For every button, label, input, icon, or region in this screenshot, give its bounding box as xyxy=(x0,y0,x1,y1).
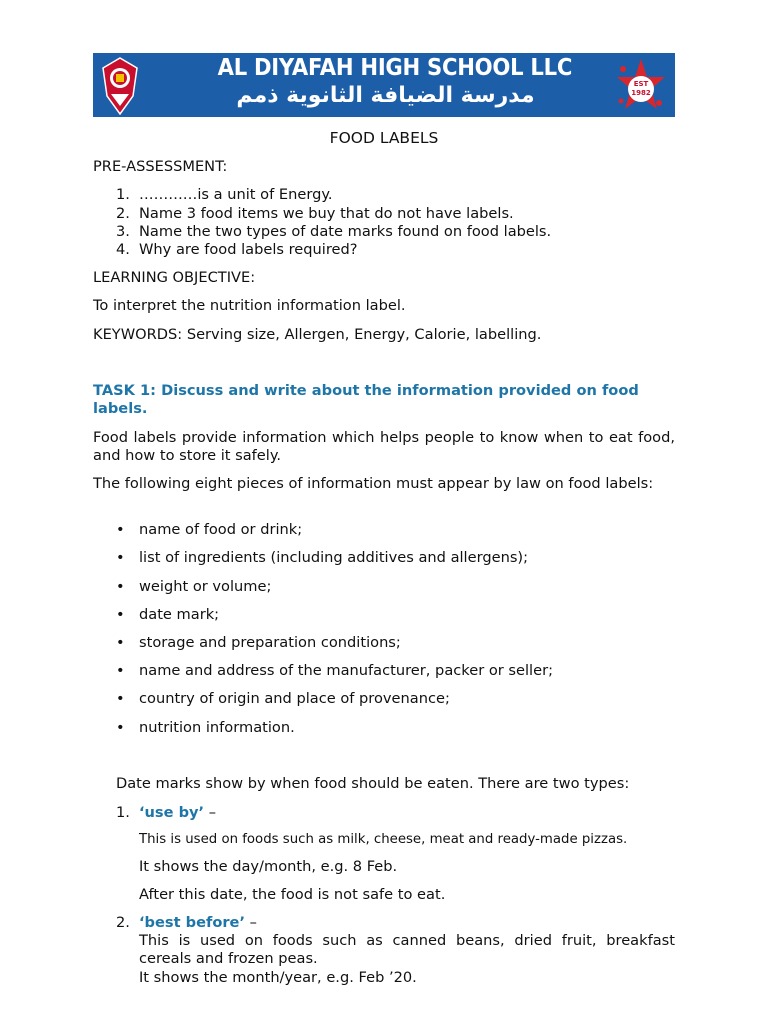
item-number: 2. xyxy=(116,205,130,222)
use-by-format: It shows the day/month, e.g. 8 Feb. xyxy=(139,858,398,875)
bullet-point: • xyxy=(116,521,125,538)
bullet-point: • xyxy=(116,549,125,566)
item-text: …………is a unit of Energy. xyxy=(139,186,333,203)
item-number: 1. xyxy=(116,804,130,821)
use-by-label: ‘use by’ xyxy=(139,804,205,821)
label-dash: – xyxy=(245,914,257,931)
bullet-point: • xyxy=(116,690,125,707)
page-title: FOOD LABELS xyxy=(329,129,439,147)
item-text: Name the two types of date marks found on food labels. xyxy=(139,223,552,240)
task-1-paragraph-1: Food labels provide information which helps people to know when to eat food, and how to store it safely. xyxy=(93,429,675,464)
use-by-item xyxy=(116,804,216,822)
task-1-paragraph-2: The following eight pieces of information must appear by law on food labels: xyxy=(93,475,654,492)
list-item-text: list of ingredients (including additives and allergens); xyxy=(139,549,529,566)
list-item-text: date mark; xyxy=(139,606,220,623)
bullet-point: • xyxy=(116,606,125,623)
learning-objective-heading: LEARNING OBJECTIVE: xyxy=(93,269,256,286)
bullet-point: • xyxy=(116,578,125,595)
list-item-text: name of food or drink; xyxy=(139,521,303,538)
keywords-line: KEYWORDS: Serving size, Allergen, Energy, Calorie, labelling. xyxy=(93,326,542,343)
pre-assessment-item xyxy=(116,223,551,241)
list-item xyxy=(116,662,553,680)
task-1-heading: TASK 1: Discuss and write about the information provided on food labels. xyxy=(93,382,639,417)
school-crest-logo xyxy=(99,56,141,116)
list-item xyxy=(116,634,401,652)
list-item xyxy=(116,549,528,567)
list-item xyxy=(116,606,219,624)
item-text: Name 3 food items we buy that do not have labels. xyxy=(139,205,514,222)
best-before-description: This is used on foods such as canned beans, dried fruit, breakfast cereals and frozen peas. xyxy=(139,932,675,967)
learning-objective-text: To interpret the nutrition information label. xyxy=(93,297,406,314)
school-name-arabic: مدرسة الضيافة الثانوية ذمم xyxy=(236,83,535,108)
best-before-format: It shows the month/year, e.g. Feb ’20. xyxy=(139,969,417,986)
list-item-text: name and address of the manufacturer, packer or seller; xyxy=(139,662,553,679)
est-year-badge: EST 1982 xyxy=(628,76,654,102)
bullet-point: • xyxy=(116,662,125,679)
list-item-text: nutrition information. xyxy=(139,719,295,736)
list-item-text: weight or volume; xyxy=(139,578,272,595)
school-name-english: AL DIYAFAH HIGH SCHOOL LLC xyxy=(217,55,573,81)
bullet-point: • xyxy=(116,634,125,651)
bullet-point: • xyxy=(116,719,125,736)
list-item-text: country of origin and place of provenance; xyxy=(139,690,450,707)
item-number: 4. xyxy=(116,241,130,258)
est-1982-logo xyxy=(613,57,665,115)
pre-assessment-item xyxy=(116,186,333,204)
best-before-item xyxy=(116,914,257,932)
use-by-safety: After this date, the food is not safe to eat. xyxy=(139,886,446,903)
item-number: 2. xyxy=(116,914,130,931)
label-dash: – xyxy=(204,804,217,821)
date-marks-intro: Date marks show by when food should be eaten. There are two types: xyxy=(116,775,630,792)
pre-assessment-item xyxy=(116,205,514,223)
list-item xyxy=(116,578,271,596)
item-text: Why are food labels required? xyxy=(139,241,358,258)
best-before-label: ‘best before’ xyxy=(139,914,245,931)
list-item-text: storage and preparation conditions; xyxy=(139,634,401,651)
item-number: 1. xyxy=(116,186,130,203)
list-item xyxy=(116,690,450,708)
item-number: 3. xyxy=(116,223,130,240)
list-item xyxy=(116,719,295,737)
list-item xyxy=(116,521,302,539)
pre-assessment-heading: PRE-ASSESSMENT: xyxy=(93,158,228,175)
school-banner xyxy=(93,53,675,117)
use-by-description: This is used on foods such as milk, cheese, meat and ready-made pizzas. xyxy=(139,832,628,847)
pre-assessment-item xyxy=(116,241,358,259)
